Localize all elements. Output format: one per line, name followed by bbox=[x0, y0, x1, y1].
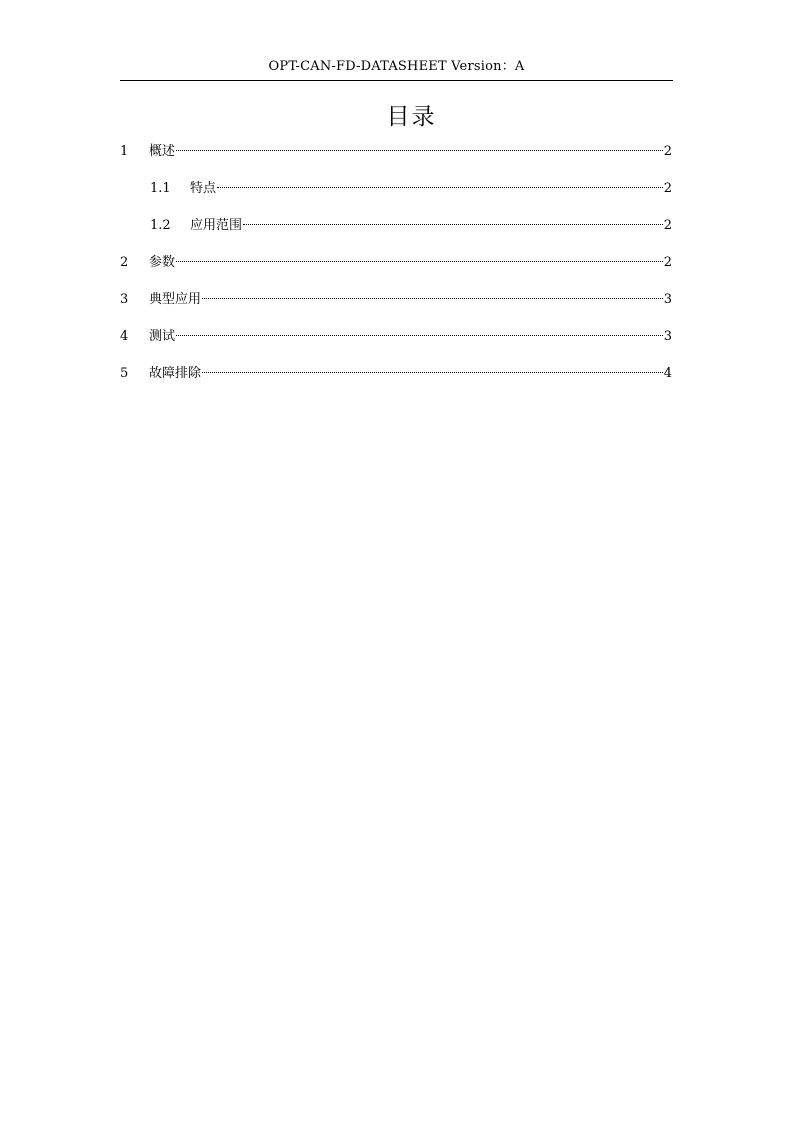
toc-entry-features[interactable] bbox=[120, 177, 672, 214]
dot-leader bbox=[217, 187, 663, 188]
toc-entry-number: 1.2 bbox=[150, 218, 171, 233]
toc-entry-page: 3 bbox=[663, 292, 672, 307]
toc-entry-label[interactable]: 故障排除 bbox=[149, 366, 202, 381]
toc-entry-troubleshooting[interactable] bbox=[120, 362, 672, 399]
dot-leader bbox=[176, 261, 663, 262]
toc-entry-number: 2 bbox=[120, 255, 129, 270]
toc-entry-label[interactable]: 特点 bbox=[190, 181, 217, 196]
toc-entry-overview[interactable] bbox=[120, 140, 672, 177]
page-header bbox=[120, 58, 673, 81]
toc-entry-page: 3 bbox=[663, 329, 672, 344]
header-text: OPT-CAN-FD-DATASHEET Version：A bbox=[268, 59, 525, 74]
toc-entry-number: 1.1 bbox=[150, 181, 171, 196]
dot-leader bbox=[243, 224, 663, 225]
toc-entry-page: 2 bbox=[663, 144, 672, 159]
toc-entry-page: 4 bbox=[663, 366, 672, 381]
toc-entry-page: 2 bbox=[663, 255, 672, 270]
toc-entry-number: 5 bbox=[120, 366, 129, 381]
toc-entry-typical-application[interactable] bbox=[120, 288, 672, 325]
toc-entry-label[interactable]: 应用范围 bbox=[190, 218, 243, 233]
toc-entry-label[interactable]: 参数 bbox=[149, 255, 176, 270]
toc-entry-label[interactable]: 典型应用 bbox=[149, 292, 202, 307]
toc-entry-number: 1 bbox=[120, 144, 129, 159]
toc-entry-testing[interactable] bbox=[120, 325, 672, 362]
table-of-contents bbox=[120, 140, 672, 399]
toc-entry-number: 4 bbox=[120, 329, 129, 344]
toc-entry-page: 2 bbox=[663, 181, 672, 196]
toc-entry-number: 3 bbox=[120, 292, 129, 307]
dot-leader bbox=[176, 335, 663, 336]
toc-entry-page: 2 bbox=[663, 218, 672, 233]
toc-title: 目录 bbox=[386, 104, 437, 130]
toc-entry-label[interactable]: 测试 bbox=[149, 329, 176, 344]
toc-entry-application-scope[interactable] bbox=[120, 214, 672, 251]
toc-entry-label[interactable]: 概述 bbox=[149, 144, 176, 159]
dot-leader bbox=[202, 372, 663, 373]
dot-leader bbox=[176, 150, 663, 151]
dot-leader bbox=[202, 298, 663, 299]
toc-entry-parameters[interactable] bbox=[120, 251, 672, 288]
